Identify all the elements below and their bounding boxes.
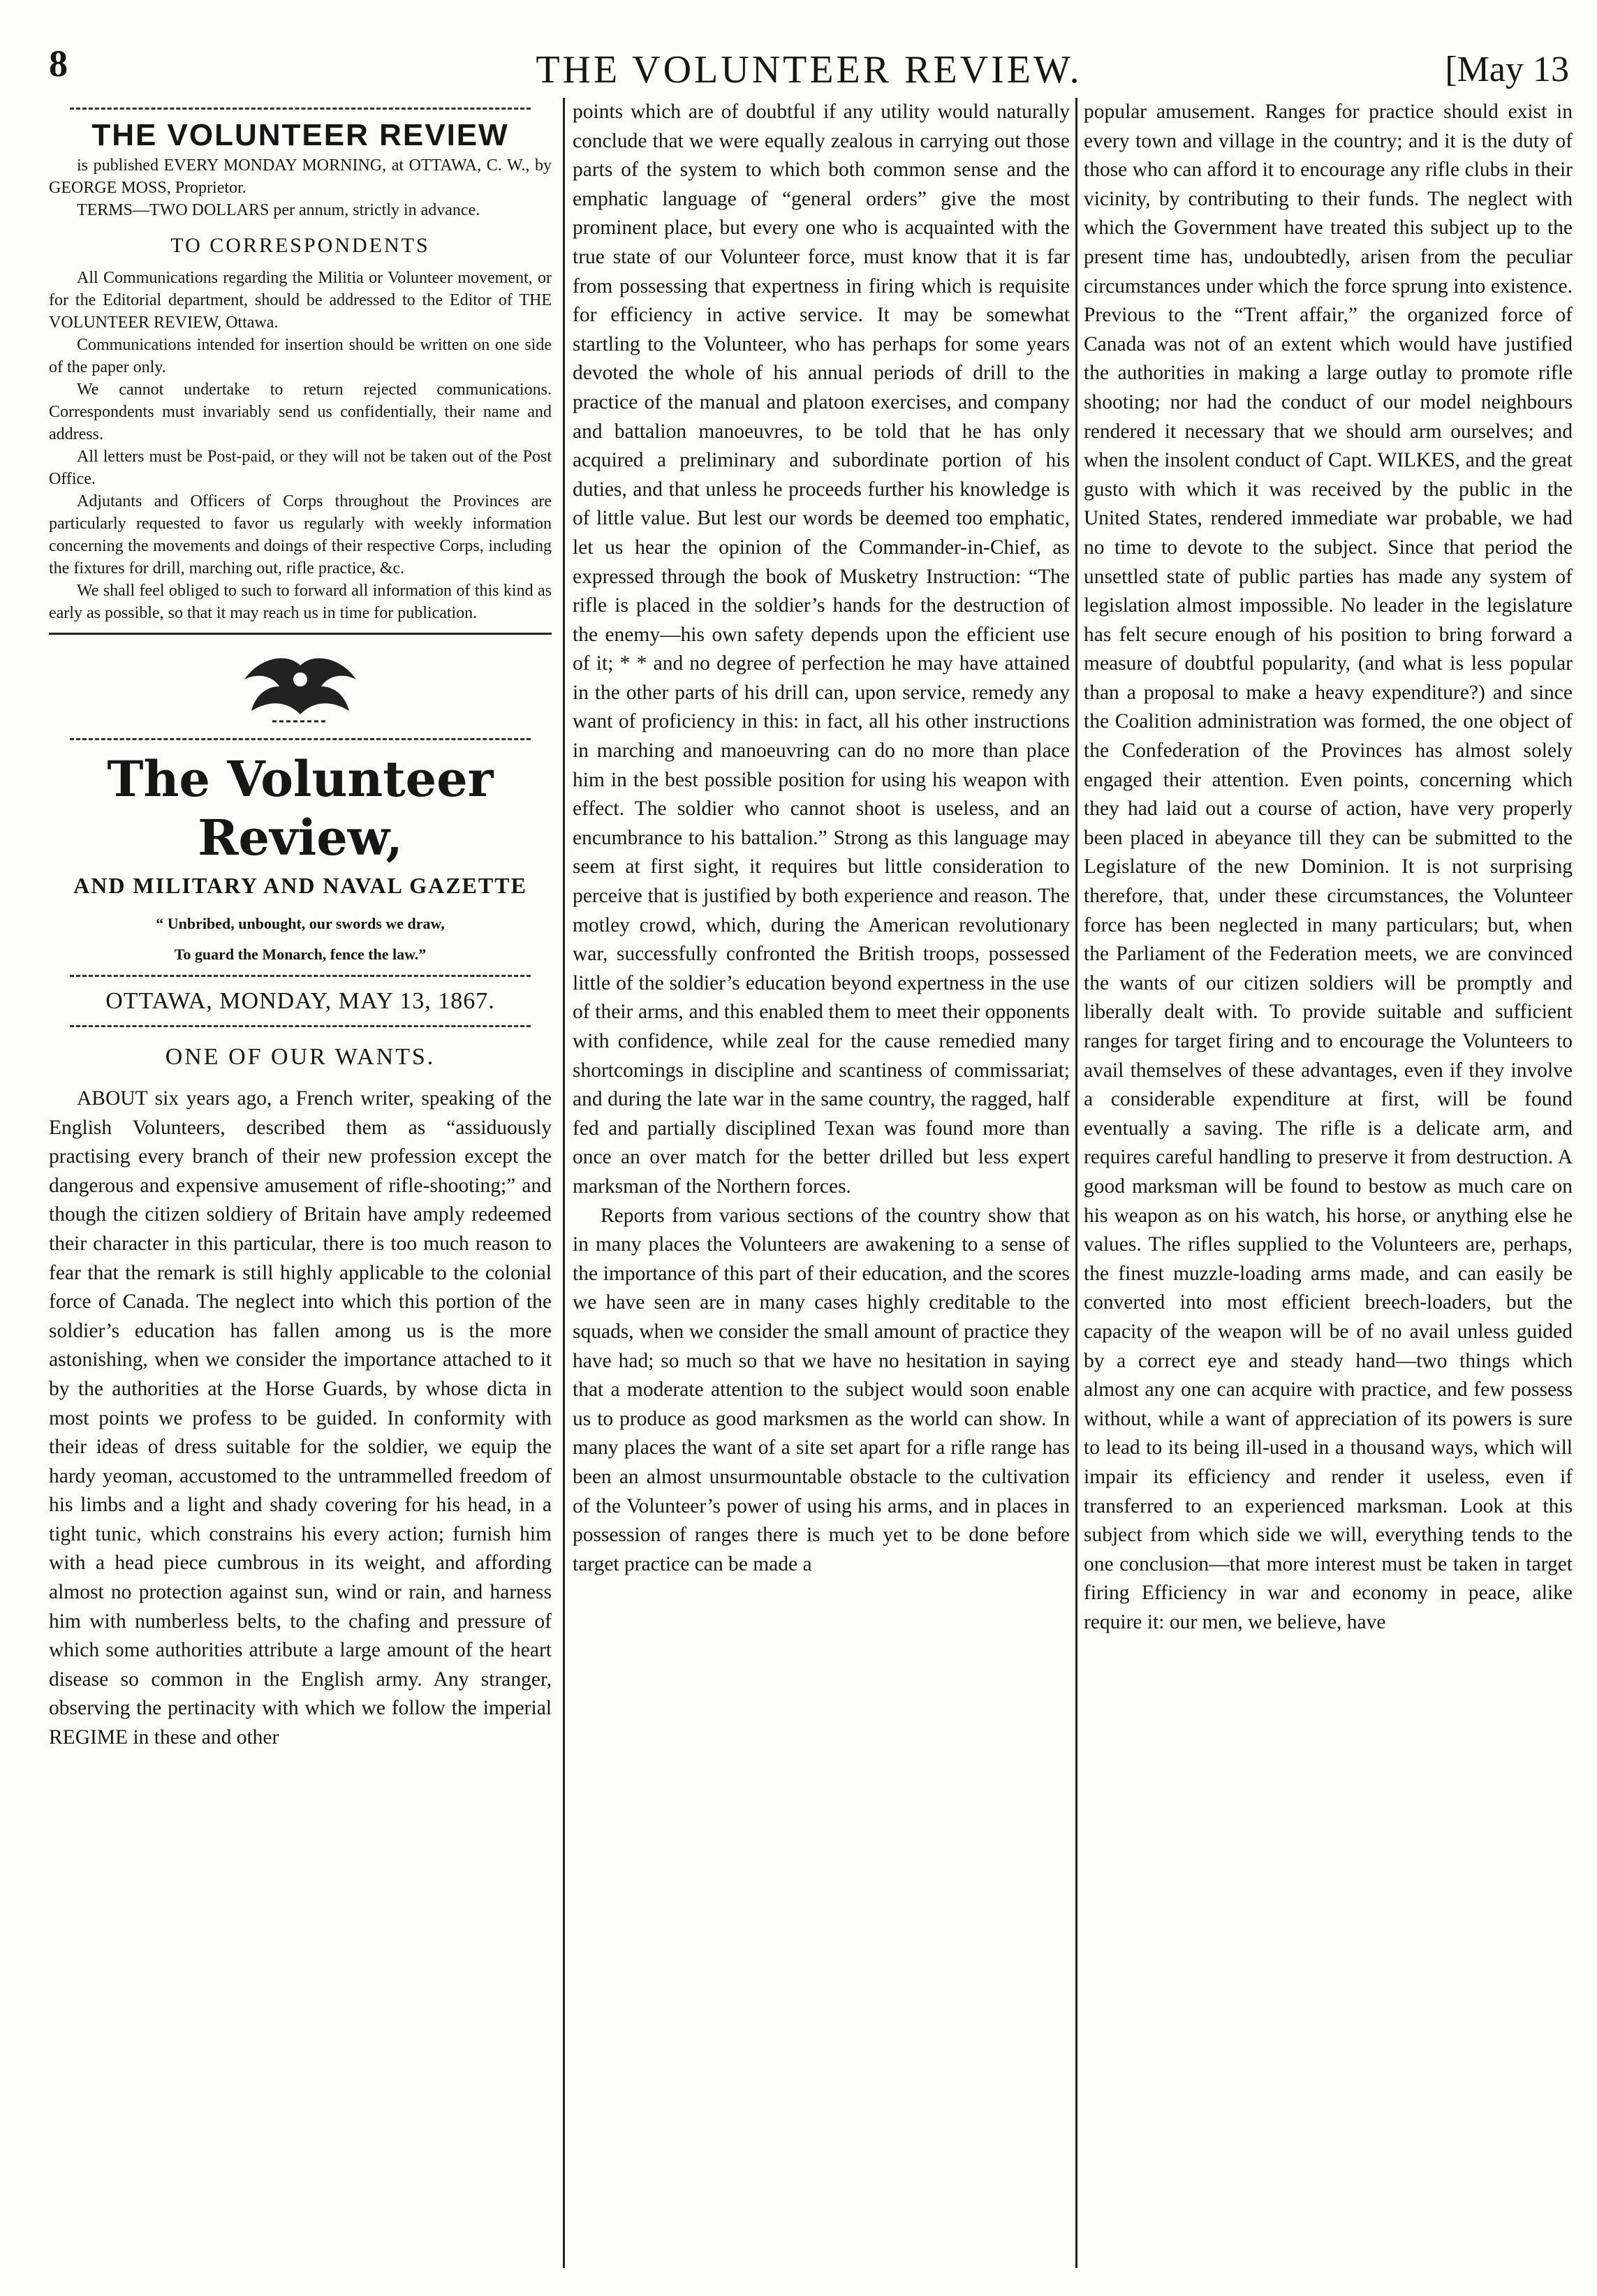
terms-line: TERMS—TWO DOLLARS per annum, strictly in advance. [77, 200, 480, 219]
publisher-box-title: THE VOLUNTEER REVIEW [91, 118, 509, 152]
page-number: 8 [49, 43, 68, 84]
column-rule-2 [1075, 98, 1077, 2268]
top-dash-rule [70, 108, 531, 110]
motto-line: To guard the Monarch, fence the law.” [174, 945, 427, 963]
publication-line: is published EVERY MONDAY MORNING, at OTTAWA, C. W., by GEORGE MOSS, Proprietor. [49, 156, 552, 197]
paper-name: THE VOLUNTEER REVIEW. [536, 48, 1082, 91]
correspondents-heading: TO CORRESPONDENTS [170, 233, 430, 257]
correspondents-paragraph: Adjutants and Officers of Corps throughout the Provinces are particularly requested to favor us regularly with weekly information concerning the movements and doings of their respective Corps, including the fixtures for drill, marching out, rifle practice, &c. [49, 492, 552, 578]
box-bottom-rule [49, 633, 552, 635]
correspondents-paragraph: We cannot undertake to return rejected communications. Correspondents must invariably send us confidentially, their name and address. [49, 381, 552, 444]
article-paragraph: points which are of doubtful if any utility would naturally conclude that we were equally zealous in carrying out those parts of the system to which both common sense and the emphatic language of “general orders” give the most prominent place, but every one who is acquainted with the true state of our Volunteer force, must know that it is far from possessing that expertness in firing which is requisite for efficiency in active service. It may be somewhat startling to the Volunteer, who has perhaps for some years devoted the whole of his annual periods of drill to the practice of the manual and platoon exercises, and company and battalion manoeuvres, to be told that he has only acquired a preliminary and subordinate portion of his duties, and that unless he proceeds further his knowledge is of little value. But lest our words be deemed too emphatic, let us hear the opinion of the Commander-in-Chief, as expressed through the book of Musketry Instruction: “The rifle is placed in the soldier’s hands for the destruction of the enemy—his own safety depends upon the efficient use of it; * * and no degree of perfection he may have attained in the other parts of his drill can, upon service, remedy any want of proficiency in this: in fact, all his other instructions in marching and manoeuvring can do no more than place him in the best possible position for using his weapon with effect. The soldier who cannot shoot is useless, and an encumbrance to his battalion.” Strong as this language may seem at first sight, it requires but little consideration to perceive that is justified by both experience and reason. The motley crowd, which, during the American revolutionary war, successfully confronted the British troops, possessed little of the soldier’s education beyond expertness in the use of their arms, and this enabled them to meet their opponents with confidence, while zeal for the cause remedied many shortcomings in discipline and scantiness of commissariat; and during the late war in the same country, the ragged, half fed and partially disciplined Texan was found more than once an over match for the better drilled but less expert marksman of the Northern forces. [573, 101, 1070, 1198]
column-2 [573, 98, 1070, 2268]
running-head [49, 28, 1569, 91]
correspondents-paragraph: All Communications regarding the Militia or Volunteer movement, or for the Editorial department, should be addressed to the Editor of THE VOLUNTEER REVIEW, Ottawa. [49, 269, 552, 332]
article-paragraph: ABOUT six years ago, a French writer, speaking of the English Volunteers, described them as “assiduously practising every branch of their new profession except the dangerous and expensive amusement of rifle-shooting;” and though the citizen soldiery of Britain have amply redeemed their character in this particular, there is too much reason to fear that the remark is still highly applicable to the colonial force of Canada. The neglect into which this portion of the soldier’s education has fallen among us is the more astonishing, when we consider the importance attached to it by the authorities at the Horse Guards, by whose dicta in most points we profess to be guided. In conformity with their ideas of dress suitable for the soldier, we equip the hardy yeoman, accustomed to the untrammelled freedom of his limbs and a light and shady covering for his head, in a tight tunic, which constrains his every action; furnish him with a head piece cumbrous in its weight, and affording almost no protection against sun, wind or rain, and harness him with numberless belts, to the chafing and pressure of which some authorities attribute a large amount of the heart disease so common in the English army. Any stranger, observing the pertinacity with which we follow the imperial REGIME in these and other [49, 1087, 552, 1749]
masthead-subtitle: AND MILITARY AND NAVAL GAZETTE [73, 873, 527, 899]
column-rule-1 [563, 98, 565, 2268]
ornament-rule [70, 738, 531, 740]
motto-line: “ Unbribed, unbought, our swords we draw, [156, 914, 445, 932]
correspondents-paragraph: We shall feel obliged to such to forward all information of this kind as early as possible, so that it may reach us in time for publication. [49, 582, 552, 623]
article-paragraph: Reports from various sections of the country show that in many places the Volunteers are awakening to a sense of the importance of this part of their education, and the scores we have seen are in many cases highly creditable to the squads, when we consider the small amount of practice they have had; so much so that we have no hesitation in saying that a moderate attention to the subject would soon enable us to produce as good marksmen as the world can show. In many places the want of a site set apart for a rifle range has been an almost unsurmountable obstacle to the cultivation of the Volunteer’s power of using his arms, and in places in possession of ranges there is much yet to be done before target practice can be made a [573, 1204, 1070, 1575]
column-3 [1084, 98, 1573, 2268]
article-paragraph: popular amusement. Ranges for practice should exist in every town and village in the country; and it is the duty of those who can afford it to encourage any rifle clubs in their vicinity, by contributing to their funds. The neglect with which the Government have treated this subject up to the present time has, undoubtedly, arisen from the peculiar circumstances under which the force sprung into existence. Previous to the “Trent affair,” the organized force of Canada was not of an extent which would have justified the authorities in making a large outlay to promote rifle shooting; nor had the conduct of our model neighbours rendered it necessary that we should arm ourselves; and when the insolent conduct of Capt. WILKES, and the great gusto with which it was received by the public in the United States, rendered immediate war probable, we had no time to devote to the subject. Since that period the unsettled state of public parties has made any system of legislation almost impossible. No leader in the legislature has felt secure enough of his position to bring forward a measure of doubtful popularity, (and what is less popular than a proposal to make a heavy expenditure?) and since the Coalition administration was formed, the one object of the Confederation of the Provinces has almost solely engaged their attention. Even points, concerning which they had laid out a course of action, have very properly been placed in abeyance till they can be submitted to the Legislature of the new Dominion. It is not surprising therefore, that, under these circumstances, the Volunteer force has been neglected in many particulars; but, when the Parliament of the Federation meets, we are convinced the wants of our citizen soldiers will be promptly and liberally dealt with. To provide suitable and sufficient ranges for target firing and to encourage the Volunteers to avail themselves of these advantages, even if they involve a considerable expenditure at first, will be found eventually a saving. The rifle is a delicate arm, and requires careful handling to preserve it from destruction. A good marksman will be found to bestow as much care on his weapon as on his watch, his horse, or anything else he values. The rifles supplied to the Volunteers are, perhaps, the finest muzzle-loading arms made, and can easily be converted into most efficient breech-loaders, but the capacity of the weapon will be of no avail unless guided by a correct eye and steady hand—two things which almost any one can acquire with practice, and few possess without, while a want of appreciation of its powers is sure to lead to its being ill-used in a thousand ways, which will impair its efficiency and render it useless, even if transferred to an experienced marksman. Look at this subject from which side we will, everything tends to the one conclusion—that more interest must be taken in target firing Efficiency in war and economy in peace, alike require it: our men, we believe, have [1084, 101, 1573, 1633]
column-1 [49, 98, 552, 2268]
correspondents-paragraph: Communications intended for insertion should be written on one side of the paper only. [49, 336, 552, 377]
motto-rule [70, 975, 531, 977]
eagle-ornament-icon [230, 652, 370, 728]
dateline-rule [70, 1025, 531, 1027]
correspondents-paragraph: All letters must be Post-paid, or they will not be taken out of the Post Office. [49, 448, 552, 489]
dateline: OTTAWA, MONDAY, MAY 13, 1867. [105, 987, 495, 1014]
article-title: ONE OF OUR WANTS. [165, 1044, 436, 1070]
masthead-title: The Volunteer Review, [107, 750, 494, 867]
issue-date: [May 13 [1445, 50, 1569, 89]
